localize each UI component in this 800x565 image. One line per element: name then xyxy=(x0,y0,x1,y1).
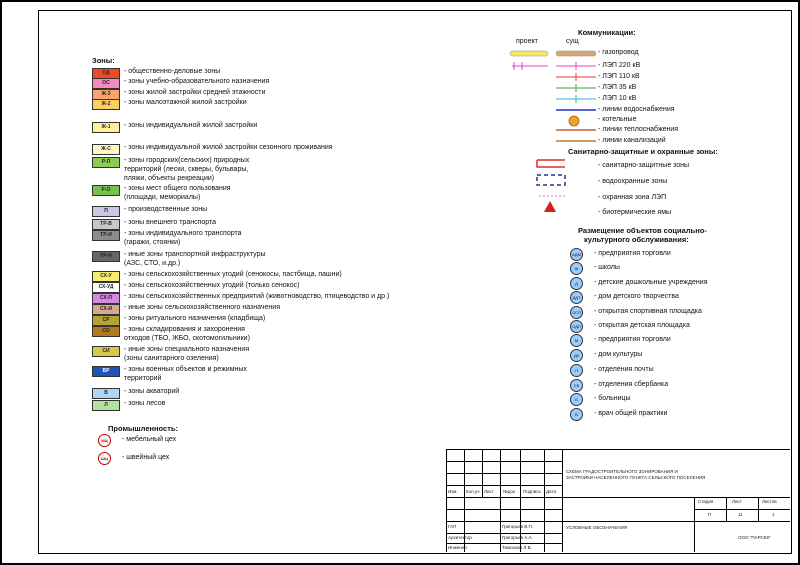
zone-label: (площади, мемориалы) xyxy=(124,194,201,201)
zones-title: Зоны: xyxy=(92,56,115,65)
communication-label: - котельные xyxy=(598,116,637,123)
social-label: - открытая спортивная площадка xyxy=(594,308,702,315)
tb-role-2: Архитектор xyxy=(448,535,472,540)
zone-label: - зоны индивидуальной жилой застройки xyxy=(124,122,258,129)
tb-role-3: Инженер xyxy=(448,545,467,550)
zone-swatch: Ж-С xyxy=(92,144,120,155)
zone-label: - зоны акваторий xyxy=(124,388,180,395)
social-object-icon: ДДТ xyxy=(570,291,583,304)
social-title-2: культурного обслуживания: xyxy=(584,235,689,244)
communications-symbols xyxy=(508,40,598,150)
zone-label: - общественно-деловые зоны xyxy=(124,68,221,75)
communication-symbol xyxy=(510,51,548,56)
zone-label: - зоны сельскохозяйственных угодий (только сенокос) xyxy=(124,282,300,289)
zone-swatch: Ж-1 xyxy=(92,122,120,133)
zone-swatch: ОС xyxy=(92,78,120,89)
zone-swatch: Ж-2 xyxy=(92,99,120,110)
zone-label: - зоны складирования и захоронения xyxy=(124,326,245,333)
protection-label: - санитарно-защитные зоны xyxy=(598,162,690,169)
tb-organization: ООО "ПАРСЕК" xyxy=(738,535,772,540)
zone-swatch: Ж-3 xyxy=(92,89,120,100)
water-protection-symbol xyxy=(537,175,565,185)
zone-label: - производственные зоны xyxy=(124,206,208,213)
zone-label: - зоны учебно-образовательного назначения xyxy=(124,78,270,85)
tb-header-sign: Подпись xyxy=(523,489,541,494)
social-object-icon: М xyxy=(570,334,583,347)
tb-name-2: Григорьев А.А. xyxy=(502,535,533,540)
zone-label: отходов (ТБО, ЖБО, скотомогильники) xyxy=(124,335,250,342)
zone-swatch: П xyxy=(92,206,120,217)
zone-swatch: ТР-И xyxy=(92,230,120,241)
zone-label: - зоны индивидуального транспорта xyxy=(124,230,242,237)
protection-title: Санитарно-защитные и охранные зоны: xyxy=(568,147,718,156)
communications-title: Коммуникации: xyxy=(578,28,636,37)
column-project-label: проект xyxy=(516,38,538,45)
column-existing-label: сущ xyxy=(566,38,579,45)
social-label: - открытая детская площадка xyxy=(594,322,690,329)
tb-role-1: ГАП xyxy=(448,524,457,529)
zone-label: - зоны внешнего транспорта xyxy=(124,219,217,226)
zone-swatch: ТР-Н xyxy=(92,251,120,262)
zone-label: - зоны малоэтажной жилой застройки xyxy=(124,99,247,106)
social-label: - врач общей практики xyxy=(594,410,668,417)
sanitary-zone-symbol xyxy=(537,160,565,167)
tb-project-line2: ЗАСТРОЙКИ НАСЕЛЕННОГО ПУНКТА СЕЛЬСКОГО ПОСЕЛЕНИЯ xyxy=(566,475,706,480)
factory-icon: МЦ xyxy=(98,434,111,447)
social-label: - отделения сбербанка xyxy=(594,381,669,388)
tb-drawing-name: УСЛОВНЫЕ ОБОЗНАЧЕНИЯ xyxy=(566,525,628,530)
protection-label: - биотермические ямы xyxy=(598,209,672,216)
social-object-icon: ОСП xyxy=(570,306,583,319)
title-block xyxy=(446,449,790,552)
social-title: Размещение объектов социально- xyxy=(578,226,707,235)
zone-swatch: ОД xyxy=(92,68,120,79)
social-object-icon: Д xyxy=(570,277,583,290)
communication-label: - линии водоснабжения xyxy=(598,106,675,113)
zone-label: - зоны мест общего пользования xyxy=(124,185,231,192)
social-object-icon: АДМ xyxy=(570,248,583,261)
zone-swatch: СХ-П xyxy=(92,293,120,304)
zone-label: - зоны военных объектов и режимных xyxy=(124,366,247,373)
biothermal-pit-icon xyxy=(544,201,556,212)
zone-label: - иные зоны транспортной инфраструктуры xyxy=(124,251,266,258)
tb-header-izm: Изм. xyxy=(448,489,458,494)
communication-label: - линии канализаций xyxy=(598,137,666,144)
tb-sheet-value: 11 xyxy=(738,512,743,517)
zone-swatch: ТР-В xyxy=(92,219,120,230)
tb-name-1: Григорьев В.П. xyxy=(502,524,533,529)
social-object-icon: ДК xyxy=(570,349,583,362)
zone-label: (зоны санитарного озеления) xyxy=(124,355,219,362)
communication-label: - ЛЭП 35 кВ xyxy=(598,84,637,91)
industry-label: - швейный цех xyxy=(122,454,170,461)
social-object-icon: П xyxy=(570,364,583,377)
protection-symbols xyxy=(534,156,594,221)
zone-swatch: СХ-У xyxy=(92,271,120,282)
social-label: - отделения почты xyxy=(594,366,654,373)
zone-label: (АЗС, СТО, и.др.) xyxy=(124,260,181,267)
social-object-icon: Ш xyxy=(570,262,583,275)
zone-label: - зоны сельскохозяйственных предприятий (животноводство, птицеводство и др.) xyxy=(124,293,390,300)
industry-label: - мебельный цех xyxy=(122,436,177,443)
zone-label: - зоны ритуального назначения (кладбища) xyxy=(124,315,266,322)
communication-label: - ЛЭП 220 кВ xyxy=(598,62,641,69)
communication-symbol xyxy=(569,116,579,126)
tb-header-list: Лист xyxy=(484,489,494,494)
protection-label: - водоохранные зоны xyxy=(598,178,668,185)
social-object-icon: СБ xyxy=(570,379,583,392)
communication-symbol xyxy=(556,51,596,56)
tb-sheets-header: Листов xyxy=(762,499,777,504)
protection-label: - охранная зона ЛЭП xyxy=(598,194,667,201)
tb-project-line1: СХЕМА ГРАДОСТРОИТЕЛЬНОГО ЗОНИРОВАНИЯ И xyxy=(566,469,678,474)
social-label: - предприятия торговли xyxy=(594,336,671,343)
tb-stage-value: П xyxy=(708,512,712,517)
tb-sheets-value: 1 xyxy=(772,512,775,517)
zone-label: - иные зоны специального назначения xyxy=(124,346,250,353)
zone-label: территорий (лески, скверы, бульвары, xyxy=(124,166,249,173)
zone-label: - зоны индивидуальной жилой застройки сезонного проживания xyxy=(124,144,333,151)
communication-label: - ЛЭП 10 кВ xyxy=(598,95,637,102)
social-label: - предприятия торговли xyxy=(594,250,671,257)
zone-swatch: СО xyxy=(92,326,120,337)
zone-swatch: В xyxy=(92,388,120,399)
zone-label: территорий xyxy=(124,375,162,382)
communication-label: - линии теплоснабжения xyxy=(598,126,679,133)
zone-label: - зоны городских(сельских) природных xyxy=(124,157,250,164)
zone-label: - зоны сельскохозяйственных угодий (сенокосы, пастбища, пашни) xyxy=(124,271,342,278)
tb-sheet-header: Лист xyxy=(732,499,742,504)
zone-swatch: Л xyxy=(92,400,120,411)
tb-name-3: Тимохова Л.В. xyxy=(502,545,532,550)
social-label: - больницы xyxy=(594,395,631,402)
zone-swatch: СХ-УД xyxy=(92,282,120,293)
tb-header-date: Дата xyxy=(546,489,556,494)
zone-swatch: ВР xyxy=(92,366,120,377)
social-label: - детские дошкольные учреждения xyxy=(594,279,708,286)
zone-label: - иные зоны сельскохозяйственного назначения xyxy=(124,304,280,311)
zone-swatch: Р-П xyxy=(92,157,120,168)
tb-header-kol: Кол.уч xyxy=(466,489,480,494)
zone-label: - зоны лесов xyxy=(124,400,166,407)
zone-swatch: СР xyxy=(92,315,120,326)
communication-label: - газопровод xyxy=(598,49,639,56)
communication-label: - ЛЭП 110 кВ xyxy=(598,73,640,80)
social-label: - школы xyxy=(594,264,620,271)
social-object-icon: В xyxy=(570,408,583,421)
zone-label: пляжи, объекты рекреации) xyxy=(124,175,215,182)
social-object-icon: ОДП xyxy=(570,320,583,333)
social-label: - дом культуры xyxy=(594,351,643,358)
tb-stage-header: Стадия xyxy=(698,499,714,504)
zone-swatch: СХ-И xyxy=(92,304,120,315)
tb-header-ndoc: №док xyxy=(503,489,515,494)
zone-label: (гаражи, стоянки) xyxy=(124,239,181,246)
social-label: - дом детского творчества xyxy=(594,293,679,300)
zone-swatch: Р-О xyxy=(92,185,120,196)
zone-label: - зоны жилой застройки средней этажности xyxy=(124,89,266,96)
zone-swatch: СИ xyxy=(92,346,120,357)
factory-icon: ШЦ xyxy=(98,452,111,465)
social-object-icon: Б xyxy=(570,393,583,406)
industry-title: Промышленность: xyxy=(108,424,178,433)
